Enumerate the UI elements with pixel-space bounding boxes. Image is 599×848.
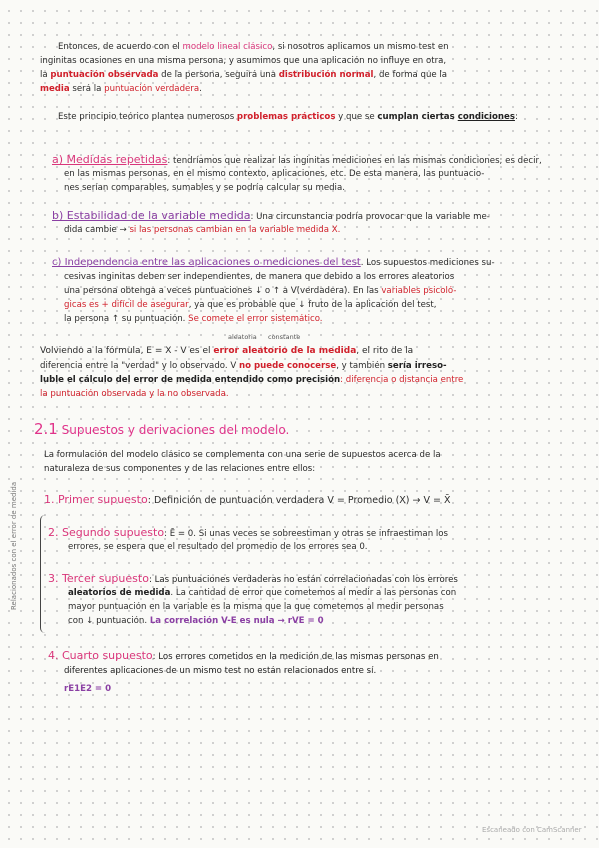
formula-line2 <box>40 361 447 372</box>
text: : Los errores cometidos en la medición de las mismas personas en <box>152 652 439 662</box>
text: Entonces, de acuerdo con el <box>58 42 183 52</box>
supuesto-4-title: 4. Cuarto supuesto <box>48 650 153 662</box>
cannot-be-known-term: no puede conocerse <box>238 361 337 371</box>
annotation-constante: constante <box>268 333 301 341</box>
supuesto-3-line1 <box>48 573 458 586</box>
formula: V = Promedio (X) → V = X̄ <box>324 495 451 506</box>
text: nes serían comparables, sumables y se podría calcular su media. <box>64 183 345 193</box>
text: cumplan ciertas <box>377 112 458 122</box>
section-number: 2.1 <box>34 420 58 438</box>
text: : Una circunstancia podría provocar que la variable me- <box>250 212 490 222</box>
supuesto-2-title: 2. Segundo supuesto <box>48 527 165 539</box>
text: una persona obtenga a veces puntuaciones ↓ o ↑ a V(verdadera). En las <box>64 286 382 296</box>
supuesto-1 <box>44 494 451 507</box>
systematic-error-term: Se comete el error sistemático. <box>188 314 323 324</box>
model-term: modelo lineal clásico <box>182 42 273 52</box>
text: la <box>40 70 51 80</box>
text: en las mismas personas, en el mismo contexto, aplicaciones, etc. De esta manera, las puntuacio- <box>64 169 485 179</box>
text: : Ē = 0. Si unas veces se sobreestiman y otras se infraestiman los <box>164 529 448 539</box>
section-title: Supuestos y derivaciones del modelo. <box>57 423 290 437</box>
p1-line2 <box>40 56 446 67</box>
conditions-term: condiciones <box>457 112 515 122</box>
text: : Las puntuaciones verdaderas no están correlacionadas con los errores <box>148 575 458 585</box>
text: , y también <box>336 361 388 371</box>
annotation-aleatoria: aleatoria <box>228 333 257 341</box>
formula-line3 <box>40 375 463 386</box>
random-errors-term: aleatorios de medida <box>68 588 171 598</box>
p1-line1 <box>58 42 449 53</box>
practical-problems-term: problemas prácticos <box>236 112 336 122</box>
text: Volviendo a la fórmula, E = X - V es el <box>40 346 214 356</box>
formula-line1 <box>40 346 413 357</box>
text: inginitas ocasiones en una misma persona, y asumimos que una aplicación no influye en otra, <box>40 56 447 66</box>
item-b-line1 <box>52 210 490 223</box>
text: sería irreso- <box>387 361 447 371</box>
supuesto-1-title: 1. Primer supuesto <box>44 494 148 506</box>
p1-line3 <box>40 70 447 81</box>
text: Este principio teórico plantea numerosos <box>58 112 237 122</box>
text: diferentes aplicaciones de un mismo test no están relacionados entre sí. <box>64 666 377 676</box>
text: con ↓ puntuación. <box>68 616 150 626</box>
intro-line1 <box>44 450 441 461</box>
item-c-line4 <box>64 300 437 311</box>
text: diferencia entre la "verdad" y lo observado. V <box>40 361 239 371</box>
text: , si nosotros aplicamos un mismo test en <box>272 42 449 52</box>
correlation-term: La correlación V-E es nula → rVE = 0 <box>149 616 324 626</box>
text: La formulación del modelo clásico se complementa con una serie de supuestos acerca de la <box>44 450 441 460</box>
observed-vs-unobserved-term: la puntuación observada y la no observada. <box>40 389 229 399</box>
supuesto-4-line1 <box>48 650 439 663</box>
item-b-line2 <box>64 225 340 236</box>
p2-line <box>58 112 518 123</box>
observed-score-term: puntuación observada <box>50 70 159 80</box>
difference-term: : diferencia o distancia entre <box>340 375 464 385</box>
psych-variables-term: variables psicoló- <box>381 286 457 296</box>
mean-term: media <box>40 84 70 94</box>
supuesto-3-title: 3. Tercer supuesto <box>48 573 149 585</box>
supuesto-2-line2 <box>68 542 368 553</box>
text: . La cantidad de error que cometemos al medir a las personas con <box>170 588 457 598</box>
hard-to-ensure-term: gicas es + difícil de asegurar <box>64 300 189 310</box>
item-c-line5 <box>64 314 323 325</box>
supuesto-4-line3 <box>64 684 111 695</box>
text: , ya que es probable que ↓ fruto de la aplicación del test, <box>188 300 437 310</box>
section-heading <box>34 420 289 439</box>
p1-line4 <box>40 84 202 95</box>
text: : tendríamos que realizar las inginitas mediciones en las mismas condiciones; es decir, <box>167 156 542 166</box>
formula-line4 <box>40 389 229 400</box>
text: : Definición de puntuación verdadera <box>147 495 325 506</box>
variable-change-term: si las personas cambian en la variable medida X. <box>129 225 341 235</box>
supuesto-2-line1 <box>48 527 448 540</box>
item-a-title: a) Medidas repetidas <box>52 154 168 166</box>
text: mayor puntuación en la variable es la misma que la que cometemos al medir personas <box>68 602 444 612</box>
random-error-term: error aleatorio de la medida <box>213 346 357 356</box>
text: de la persona, seguirá una <box>158 70 279 80</box>
supuesto-3-line2 <box>68 588 456 599</box>
text: , de forma que la <box>373 70 448 80</box>
supuesto-3-line3 <box>68 602 444 613</box>
item-b-title: b) Estabilidad de la variable medida <box>52 210 251 222</box>
text: naturaleza de sus componentes y de las relaciones entre ellos: <box>44 464 316 474</box>
formula: rE1E2 = 0 <box>64 684 112 694</box>
text: , el rito de la <box>356 346 414 356</box>
item-c-line1 <box>52 257 495 269</box>
text: : <box>514 112 518 122</box>
text: errores, se espera que el resultado del promedio de los errores sea 0. <box>68 542 368 552</box>
supuesto-4-line2 <box>64 666 376 677</box>
precision-term: luble el cálculo del error de medida entendido como precisión <box>40 375 341 385</box>
side-note: Relacionados con el error de medida <box>10 481 18 610</box>
item-a-line2 <box>64 169 484 180</box>
item-c-line3 <box>64 286 456 297</box>
text: y que se <box>335 112 378 122</box>
item-c-title: c) Independencia entre las aplicaciones o mediciones del test <box>52 257 361 268</box>
true-score-term: puntuación verdadera <box>104 84 200 94</box>
text: será la <box>69 84 105 94</box>
text: la persona ↑ su puntuación. <box>64 314 189 324</box>
item-a-line3 <box>64 183 345 194</box>
text: . Los supuestos mediciones su- <box>360 258 495 268</box>
intro-line2 <box>44 464 315 475</box>
scanner-watermark: Escaneado con CamScanner <box>482 826 582 834</box>
item-c-line2 <box>64 272 454 283</box>
normal-distribution-term: distribución normal <box>278 70 374 80</box>
text: dida cambie → <box>64 225 130 235</box>
text: cesivas inginitas deben ser independientes, de manera que debido a los errores aleatorios <box>64 272 455 282</box>
supuesto-3-line4 <box>68 616 324 627</box>
text: . <box>199 84 202 94</box>
item-a-line1 <box>52 154 542 167</box>
